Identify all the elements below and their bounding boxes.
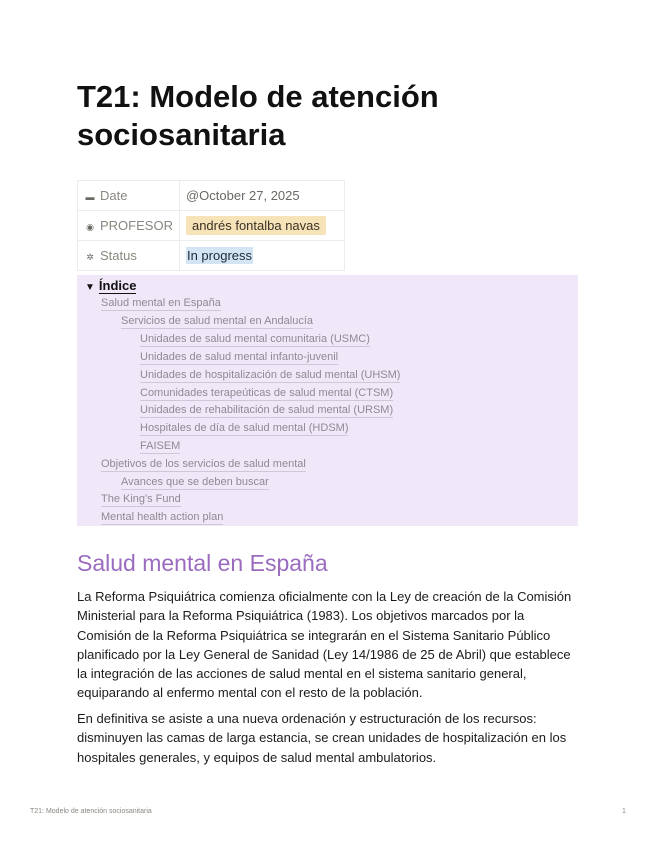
toc-link[interactable]: Salud mental en España [101,297,221,309]
toc-link[interactable]: Objetivos de los servicios de salud mental [101,458,306,470]
toc-toggle[interactable] [85,278,136,293]
footer-doc-title: T21: Modelo de atención sociosanitaria [30,808,152,815]
triangle-down-icon: ▼ [85,282,95,293]
toc-link[interactable]: FAISEM [140,440,181,452]
property-row-date [78,181,345,211]
toc-link[interactable]: Avances que se deben buscar [121,476,269,488]
toc-heading: Índice [98,278,137,293]
toc-link[interactable]: Comunidades terapeúticas de salud mental (CTSM) [140,387,394,399]
toc-link[interactable]: Mental health action plan [101,511,224,523]
profesor-tag[interactable]: andrés fontalba navas [186,216,326,235]
toc-link[interactable]: Unidades de hospitalización de salud mental (UHSM) [140,369,401,381]
property-key: PROFESOR [100,218,173,233]
status-icon: ✲ [86,252,94,262]
date-value[interactable]: @October 27, 2025 [179,181,344,211]
toc-link[interactable]: Unidades de salud mental infanto-juvenil [140,351,339,363]
toc-link[interactable]: Unidades de rehabilitación de salud mental (URSM) [140,404,394,416]
toc-link[interactable]: Unidades de salud mental comunitaria (USMC) [140,333,370,345]
toc-link[interactable]: The King's Fund [101,493,181,505]
paragraph: La Reforma Psiquiátrica comienza oficialmente con la Ley de creación de la Comisión Ministerial para la Reforma Psiquiátrica (1983). Los objetivos marcados por la Comisión de la Reforma Psiquiátrica se integrarán en el Sistema Sanitario Público planificado por la Ley General de Sanidad (Ley 14/1986 de 25 de Abril) que establece la integración de las acciones de salud mental en el sistema sanitario general, equiparando al enfermo mental con el resto de la población. [77,589,572,701]
property-row-status [78,241,345,271]
paragraph: En definitiva se asiste a una nueva ordenación y estructuración de los recursos: disminuyen las camas de larga estancia, se crean unidades de hospitalización en los hospitales generales, y equipos de salud mental ambulatorios. [77,711,567,765]
property-row-profesor [78,211,345,241]
person-icon: ◉ [86,222,94,232]
footer-page-number: 1 [622,808,626,815]
property-key: Date [100,188,128,203]
toc-link[interactable]: Servicios de salud mental en Andalucía [121,315,314,327]
page-title: T21: Modelo de atención sociosanitaria [77,79,439,152]
properties-table [77,180,345,271]
toc-link[interactable]: Hospitales de día de salud mental (HDSM) [140,422,349,434]
table-of-contents [77,275,578,526]
section-heading: Salud mental en España [77,550,328,576]
property-key: Status [100,248,137,263]
status-tag[interactable]: In progress [186,248,253,263]
calendar-icon: ▬ [85,192,95,202]
